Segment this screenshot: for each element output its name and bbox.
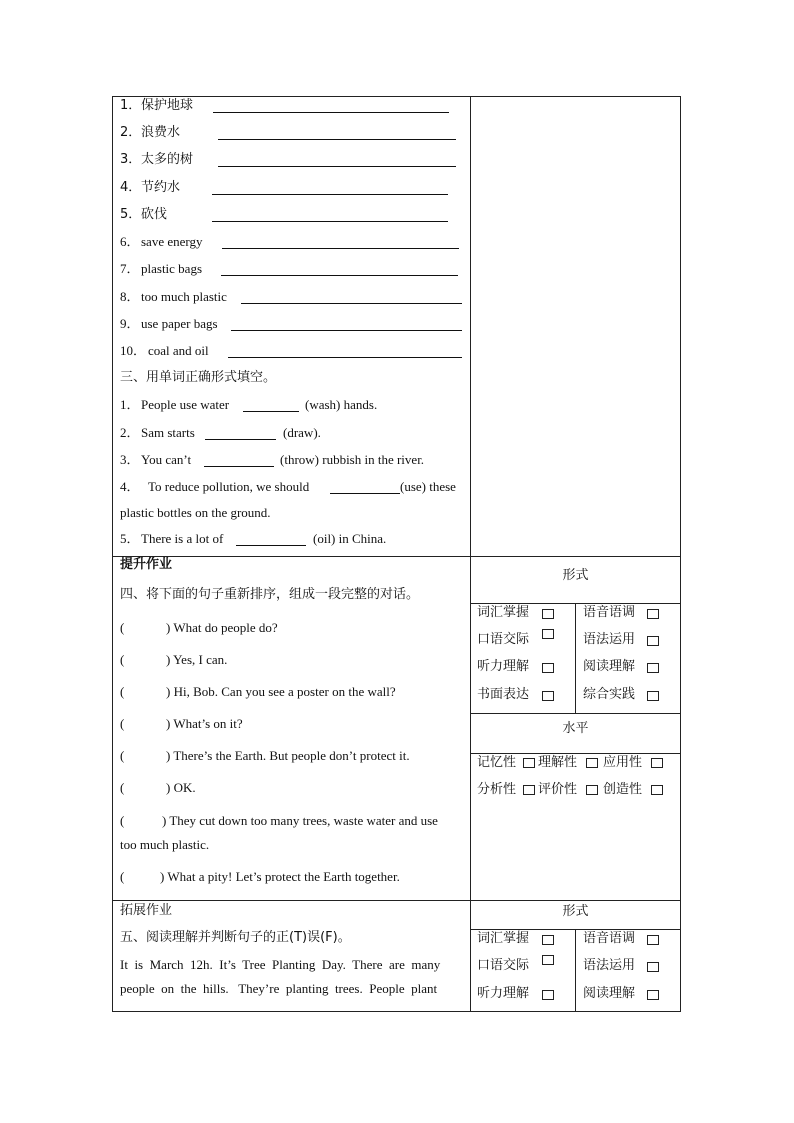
- vocab-term: too much plastic: [141, 289, 227, 304]
- vocab-num: 5．: [120, 207, 142, 222]
- fill-num: 5．: [120, 531, 140, 546]
- order-paren[interactable]: (: [120, 869, 125, 884]
- row-divider: [112, 556, 681, 557]
- improve-heading: 四、将下面的句子重新排序，组成一段完整的对话。: [120, 587, 420, 602]
- order-sentence: ) They cut down too many trees, waste water and use: [162, 813, 438, 828]
- eval-checkbox[interactable]: [647, 990, 659, 1000]
- eval-label: 听力理解: [477, 659, 530, 674]
- eval-label: 语法运用: [583, 958, 636, 973]
- extend-title: 拓展作业: [120, 903, 173, 918]
- eval-label: 词汇掌握: [477, 931, 530, 946]
- fill-sentence-end: (use) these: [400, 479, 456, 494]
- eval-checkbox[interactable]: [542, 609, 554, 619]
- eval-checkbox[interactable]: [542, 990, 554, 1000]
- vocab-num: 7．: [120, 261, 140, 276]
- eval-label: 口语交际: [477, 632, 530, 647]
- fill-blank[interactable]: [204, 466, 274, 467]
- level-checkbox[interactable]: [523, 758, 535, 768]
- level-label: 理解性: [538, 755, 578, 770]
- eval-label: 阅读理解: [583, 986, 636, 1001]
- eval-label: 语音语调: [583, 605, 636, 620]
- eval-checkbox[interactable]: [647, 962, 659, 972]
- fill-blank[interactable]: [330, 493, 400, 494]
- order-paren[interactable]: (: [120, 652, 125, 667]
- vocab-num: 3．: [120, 152, 142, 167]
- fill-sentence-start: Sam starts: [141, 425, 195, 440]
- answer-blank[interactable]: [241, 303, 462, 304]
- eval-checkbox[interactable]: [647, 609, 659, 619]
- eval-checkbox[interactable]: [647, 935, 659, 945]
- fill-sentence-end: (draw).: [283, 425, 321, 440]
- eval-checkbox[interactable]: [647, 663, 659, 673]
- order-paren[interactable]: (: [120, 748, 125, 763]
- fill-sentence-start: You can’t: [141, 452, 192, 467]
- order-paren[interactable]: (: [120, 716, 125, 731]
- order-paren[interactable]: (: [120, 813, 125, 828]
- section3-heading: 三、用单词正确形式填空。: [120, 370, 277, 385]
- eval-label: 口语交际: [477, 958, 530, 973]
- order-sentence: ) Hi, Bob. Can you see a poster on the wall?: [166, 684, 396, 699]
- vocab-term: use paper bags: [141, 316, 218, 331]
- vocab-term: 保护地球: [141, 98, 194, 113]
- form-title: 形式: [562, 904, 589, 919]
- eval-label: 听力理解: [477, 986, 530, 1001]
- eval-divider: [575, 929, 576, 1012]
- vocab-term: coal and oil: [148, 343, 209, 358]
- form-title: 形式: [562, 568, 589, 583]
- eval-divider: [470, 753, 681, 754]
- column-divider: [470, 96, 471, 1012]
- vocab-num: 4．: [120, 180, 142, 195]
- vocab-term: 浪费水: [141, 125, 181, 140]
- answer-blank[interactable]: [231, 330, 462, 331]
- answer-blank[interactable]: [218, 166, 456, 167]
- answer-blank[interactable]: [218, 139, 456, 140]
- level-label: 记忆性: [477, 755, 517, 770]
- order-paren[interactable]: (: [120, 780, 125, 795]
- level-checkbox[interactable]: [651, 758, 663, 768]
- eval-checkbox[interactable]: [542, 955, 554, 965]
- fill-blank[interactable]: [243, 411, 299, 412]
- level-title: 水平: [562, 721, 589, 736]
- reading-paragraph-line: It is March 12h. It’s Tree Planting Day. There are many: [120, 957, 441, 972]
- eval-divider: [575, 603, 576, 713]
- level-label: 评价性: [538, 782, 578, 797]
- fill-num: 1．: [120, 397, 140, 412]
- fill-sentence-start: People use water: [141, 397, 230, 412]
- eval-checkbox[interactable]: [647, 636, 659, 646]
- level-label: 创造性: [603, 782, 643, 797]
- vocab-num: 1．: [120, 98, 142, 113]
- level-checkbox[interactable]: [651, 785, 663, 795]
- fill-sentence-end: (throw) rubbish in the river.: [280, 452, 425, 467]
- eval-checkbox[interactable]: [647, 691, 659, 701]
- fill-blank[interactable]: [205, 439, 276, 440]
- order-sentence: ) OK.: [166, 780, 196, 795]
- vocab-term: plastic bags: [141, 261, 203, 276]
- answer-blank[interactable]: [222, 248, 459, 249]
- vocab-num: 9．: [120, 316, 140, 331]
- eval-checkbox[interactable]: [542, 691, 554, 701]
- answer-blank[interactable]: [228, 357, 462, 358]
- answer-blank[interactable]: [221, 275, 458, 276]
- vocab-num: 2．: [120, 125, 142, 140]
- vocab-num: 8．: [120, 289, 140, 304]
- eval-label: 综合实践: [583, 687, 636, 702]
- eval-checkbox[interactable]: [542, 935, 554, 945]
- level-checkbox[interactable]: [586, 785, 598, 795]
- fill-sentence-continued: plastic bottles on the ground.: [120, 505, 271, 520]
- order-sentence-continued: too much plastic.: [120, 837, 210, 852]
- vocab-num: 10．: [120, 343, 147, 358]
- order-sentence: ) What a pity! Let’s protect the Earth together.: [160, 869, 400, 884]
- order-sentence: ) What do people do?: [166, 620, 278, 635]
- row-divider: [112, 900, 681, 901]
- reading-paragraph-line: people on the hills. They’re planting trees. People plant: [120, 981, 438, 996]
- order-paren[interactable]: (: [120, 620, 125, 635]
- extend-heading: 五、阅读理解并判断句子的正(T)误(F)。: [120, 930, 351, 945]
- fill-sentence-start: To reduce pollution, we should: [148, 479, 310, 494]
- level-label: 应用性: [603, 755, 643, 770]
- fill-num: 4．: [120, 479, 140, 494]
- answer-blank[interactable]: [213, 112, 449, 113]
- vocab-term: 太多的树: [141, 152, 194, 167]
- order-paren[interactable]: (: [120, 684, 125, 699]
- fill-sentence-end: (oil) in China.: [313, 531, 387, 546]
- fill-sentence-end: (wash) hands.: [305, 397, 378, 412]
- fill-num: 2．: [120, 425, 140, 440]
- eval-label: 语音语调: [583, 931, 636, 946]
- answer-blank[interactable]: [212, 221, 448, 222]
- fill-blank[interactable]: [236, 545, 306, 546]
- eval-checkbox[interactable]: [542, 629, 554, 639]
- eval-label: 阅读理解: [583, 659, 636, 674]
- level-checkbox[interactable]: [523, 785, 535, 795]
- fill-sentence-start: There is a lot of: [141, 531, 224, 546]
- order-sentence: ) There’s the Earth. But people don’t protect it.: [166, 748, 410, 763]
- eval-label: 语法运用: [583, 632, 636, 647]
- eval-checkbox[interactable]: [542, 663, 554, 673]
- answer-blank[interactable]: [212, 194, 448, 195]
- eval-label: 词汇掌握: [477, 605, 530, 620]
- level-label: 分析性: [477, 782, 517, 797]
- vocab-term: 节约水: [141, 180, 181, 195]
- vocab-term: 砍伐: [141, 207, 168, 222]
- improve-title: 提升作业: [120, 557, 173, 572]
- vocab-num: 6．: [120, 234, 140, 249]
- eval-label: 书面表达: [477, 687, 530, 702]
- eval-divider: [470, 713, 681, 714]
- order-sentence: ) Yes, I can.: [166, 652, 228, 667]
- level-checkbox[interactable]: [586, 758, 598, 768]
- fill-num: 3．: [120, 452, 140, 467]
- order-sentence: ) What’s on it?: [166, 716, 243, 731]
- vocab-term: save energy: [141, 234, 203, 249]
